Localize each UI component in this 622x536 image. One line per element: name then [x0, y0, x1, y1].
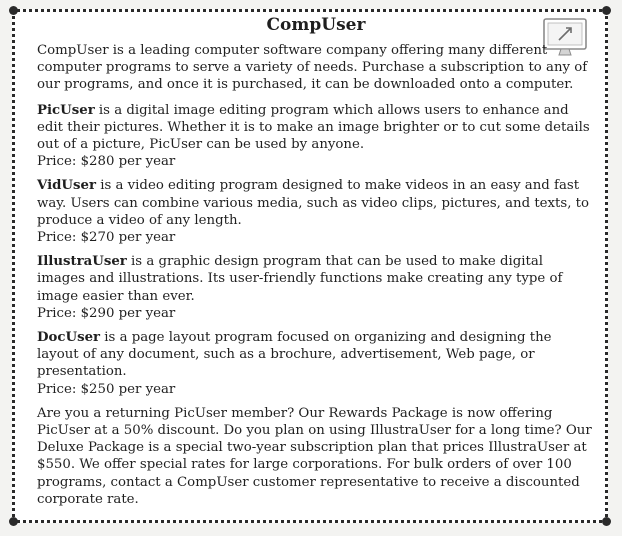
corner-dot — [602, 6, 611, 15]
product-description: is a page layout program focused on organizing and designing the layout of any document, such as a brochure, advertisement, Web page, or presentation. — [37, 330, 552, 380]
closing-paragraph: Are you a returning PicUser member? Our Rewards Package is now offering PicUser at a 50% discount. Do you plan on using IllustraUser for a long time? Our Deluxe Package is a special two-year subscription plan that prices IllustraUser at $550. We offer special rates for large corporations. For bulk orders of over 100 programs, contact a CompUser customer representative to receive a discounted corporate rate. — [37, 405, 592, 507]
product-picuser — [37, 102, 595, 171]
corner-dot — [9, 6, 18, 15]
product-name: DocUser — [37, 330, 101, 346]
product-docuser — [37, 329, 595, 398]
corner-dot — [9, 517, 18, 526]
document-content — [37, 14, 595, 515]
product-price: Price: $280 per year — [37, 154, 176, 170]
product-name: IllustraUser — [37, 254, 127, 270]
product-description: is a digital image editing program which allows users to enhance and edit their pictures. Whether it is to make an image brighter or to cut some details out of a picture, PicUser can be used by anyone. — [37, 102, 590, 153]
product-price: Price: $290 per year — [37, 305, 176, 321]
product-name: VidUser — [37, 178, 96, 194]
product-illustrauser — [37, 253, 595, 322]
product-price: Price: $270 per year — [37, 230, 176, 246]
intro-paragraph: CompUser is a leading computer software company offering many different computer programs to serve a variety of needs. Purchase a subscription to any of our programs, and once it is purchased, it can be downloaded onto a computer. — [37, 43, 588, 93]
corner-dot — [602, 517, 611, 526]
page-title: CompUser — [266, 15, 366, 35]
product-description: is a video editing program designed to make videos in an easy and fast way. Users can combine various media, such as video clips, pictures, and texts, to produce a video of any length. — [37, 178, 590, 228]
info-box — [12, 9, 608, 523]
product-description: is a graphic design program that can be used to make digital images and illustrations. Its user-friendly functions make creating any type of image easier than ever. — [37, 254, 563, 304]
product-name: PicUser — [37, 102, 95, 118]
product-viduser — [37, 177, 595, 246]
product-price: Price: $250 per year — [37, 381, 176, 397]
